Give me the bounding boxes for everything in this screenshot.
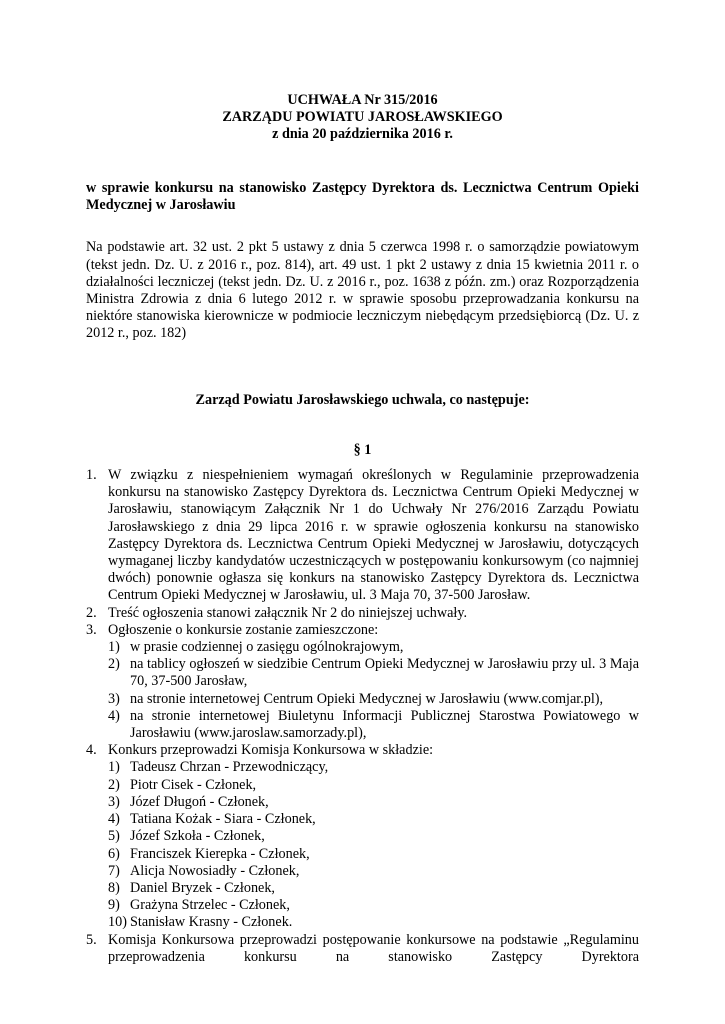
committee-member-number: 2) (108, 776, 120, 793)
resolution-number: UCHWAŁA Nr 315/2016 (287, 92, 438, 108)
sub-list-item (108, 691, 639, 708)
list-item-number: 5. (86, 931, 97, 948)
resolution-heading: Zarząd Powiatu Jarosławskiego uchwala, co następuje: (195, 391, 530, 408)
sub-list-item-text: na stronie internetowej Centrum Opieki Medycznej w Jarosławiu (www.comjar.pl), (130, 690, 604, 707)
committee-member-number: 9) (108, 897, 120, 914)
list-item (86, 932, 639, 966)
section-heading: § 1 (353, 441, 372, 458)
legal-basis: Na podstawie art. 32 ust. 2 pkt 5 ustawy z dnia 5 czerwca 1998 r. o samorządzie powiatowym (tekst jedn. Dz. U. z 2016 r., poz. 814), art. 49 ust. 1 pkt 2 ustawy z dnia 15 kwietnia 2011 r. o działalności leczniczej (tekst jedn. Dz. U. z 2016 r., poz. 1638 z późn. zm.) oraz Rozporządzenia Ministra Zdrowia z dnia 6 lutego 2012 r. w sprawie sposobu przeprowadzania konkursu na niektóre stanowiska kierownicze w podmiocie leczniczym niebędącym przedsiębiorcą (Dz. U. z 2012 r., poz. 182) (86, 239, 639, 342)
committee-member-text: Piotr Cisek - Członek, (130, 776, 257, 793)
committee-member (108, 777, 639, 794)
list-item-text: Komisja Konkursowa przeprowadzi postępowanie konkursowe na podstawie „Regulaminu przeprowadzenia konkursu na stanowisko Zastępcy Dyrektora (108, 931, 639, 965)
committee-member-number: 7) (108, 862, 120, 879)
list-item (86, 467, 639, 605)
resolution-subject: w sprawie konkursu na stanowisko Zastępcy Dyrektora ds. Lecznictwa Centrum Opieki Medycznej w Jarosławiu (86, 180, 639, 214)
committee-member-text: Józef Długoń - Członek, (130, 793, 269, 810)
committee-member-text: Tatiana Kożak - Siara - Członek, (130, 811, 316, 828)
committee-member-number: 6) (108, 845, 120, 862)
sub-list-item-text: na tablicy ogłoszeń w siedzibie Centrum Opieki Medycznej w Jarosławiu przy ul. 3 Maja 70, 37-500 Jarosław, (130, 656, 639, 690)
list-item (86, 605, 639, 622)
sub-list-item (108, 708, 639, 742)
list-item (86, 622, 639, 742)
sub-list-item-number: 3) (108, 690, 120, 707)
committee-member (108, 914, 639, 931)
sub-list-item (108, 656, 639, 690)
list-item-text: Treść ogłoszenia stanowi załącznik Nr 2 do niniejszej uchwały. (108, 604, 468, 621)
numbered-list (86, 467, 639, 966)
committee-member-text: Józef Szkoła - Członek, (130, 828, 265, 845)
committee-member-number: 5) (108, 828, 120, 845)
committee-member (108, 811, 639, 828)
committee-member-text: Alicja Nowosiadły - Członek, (130, 862, 300, 879)
list-item-text: Konkurs przeprowadzi Komisja Konkursowa w składzie: (108, 742, 434, 759)
list-item-number: 3. (86, 621, 97, 638)
sub-list-item-number: 4) (108, 707, 120, 724)
committee-member-number: 10) (108, 914, 127, 931)
committee-member (108, 897, 639, 914)
resolution-title (86, 92, 639, 143)
committee-member (108, 880, 639, 897)
list-item-number: 1. (86, 467, 97, 484)
sub-list-item-number: 1) (108, 639, 120, 656)
issuing-body: ZARZĄDU POWIATU JAROSŁAWSKIEGO (222, 109, 503, 125)
list-item-text: W związku z niespełnieniem wymagań określonych w Regulaminie przeprowadzenia konkursu na stanowisko Zastępcy Dyrektora ds. Lecznictwa Centrum Opieki Medycznej w Jarosławiu, stanowiącym Załącznik Nr 1 do Uchwały Nr 276/2016 Zarządu Powiatu Jarosławskiego z dnia 29 lipca 2016 r. w sprawie ogłoszenia konkursu na stanowisko Zastępcy Dyrektora ds. Lecznictwa Centrum Opieki Medycznej w Jarosławiu, dotyczących wymaganej liczby kandydatów uczestniczących w postępowaniu konkursowym (co najmniej dwóch) ponownie ogłasza się konkurs na stanowisko Zastępcy Dyrektora ds. Lecznictwa Centrum Opieki Medycznej w Jarosławiu, ul. 3 Maja 70, 37-500 Jarosław. (108, 467, 639, 604)
list-item-text: Ogłoszenie o konkursie zostanie zamieszczone: (108, 621, 379, 638)
committee-member (108, 794, 639, 811)
resolution-date: z dnia 20 października 2016 r. (272, 126, 453, 142)
list-item-number: 2. (86, 604, 97, 621)
list-item (86, 742, 639, 931)
committee-member-text: Tadeusz Chrzan - Przewodniczący, (130, 759, 329, 776)
committee-member (108, 759, 639, 776)
committee-member (108, 828, 639, 845)
committee-member-number: 1) (108, 759, 120, 776)
committee-member-number: 4) (108, 811, 120, 828)
list-item-number: 4. (86, 742, 97, 759)
committee-member-text: Franciszek Kierepka - Członek, (130, 845, 310, 862)
sub-list-item-text: w prasie codziennej o zasięgu ogólnokrajowym, (130, 639, 404, 656)
committee-member-number: 8) (108, 879, 120, 896)
sub-list-item-text: na stronie internetowej Biuletynu Informacji Publicznej Starostwa Powiatowego w Jarosławiu (www.jaroslaw.samorzady.pl), (130, 707, 639, 742)
sub-list-item-number: 2) (108, 656, 120, 673)
committee-member (108, 863, 639, 880)
committee-member-text: Daniel Bryzek - Członek, (130, 879, 275, 896)
sub-list-item (108, 639, 639, 656)
committee-member-number: 3) (108, 793, 120, 810)
document-page (86, 92, 639, 966)
committee-member-text: Stanisław Krasny - Członek. (130, 914, 293, 931)
committee-member (108, 846, 639, 863)
committee-member-text: Grażyna Strzelec - Członek, (130, 897, 290, 914)
